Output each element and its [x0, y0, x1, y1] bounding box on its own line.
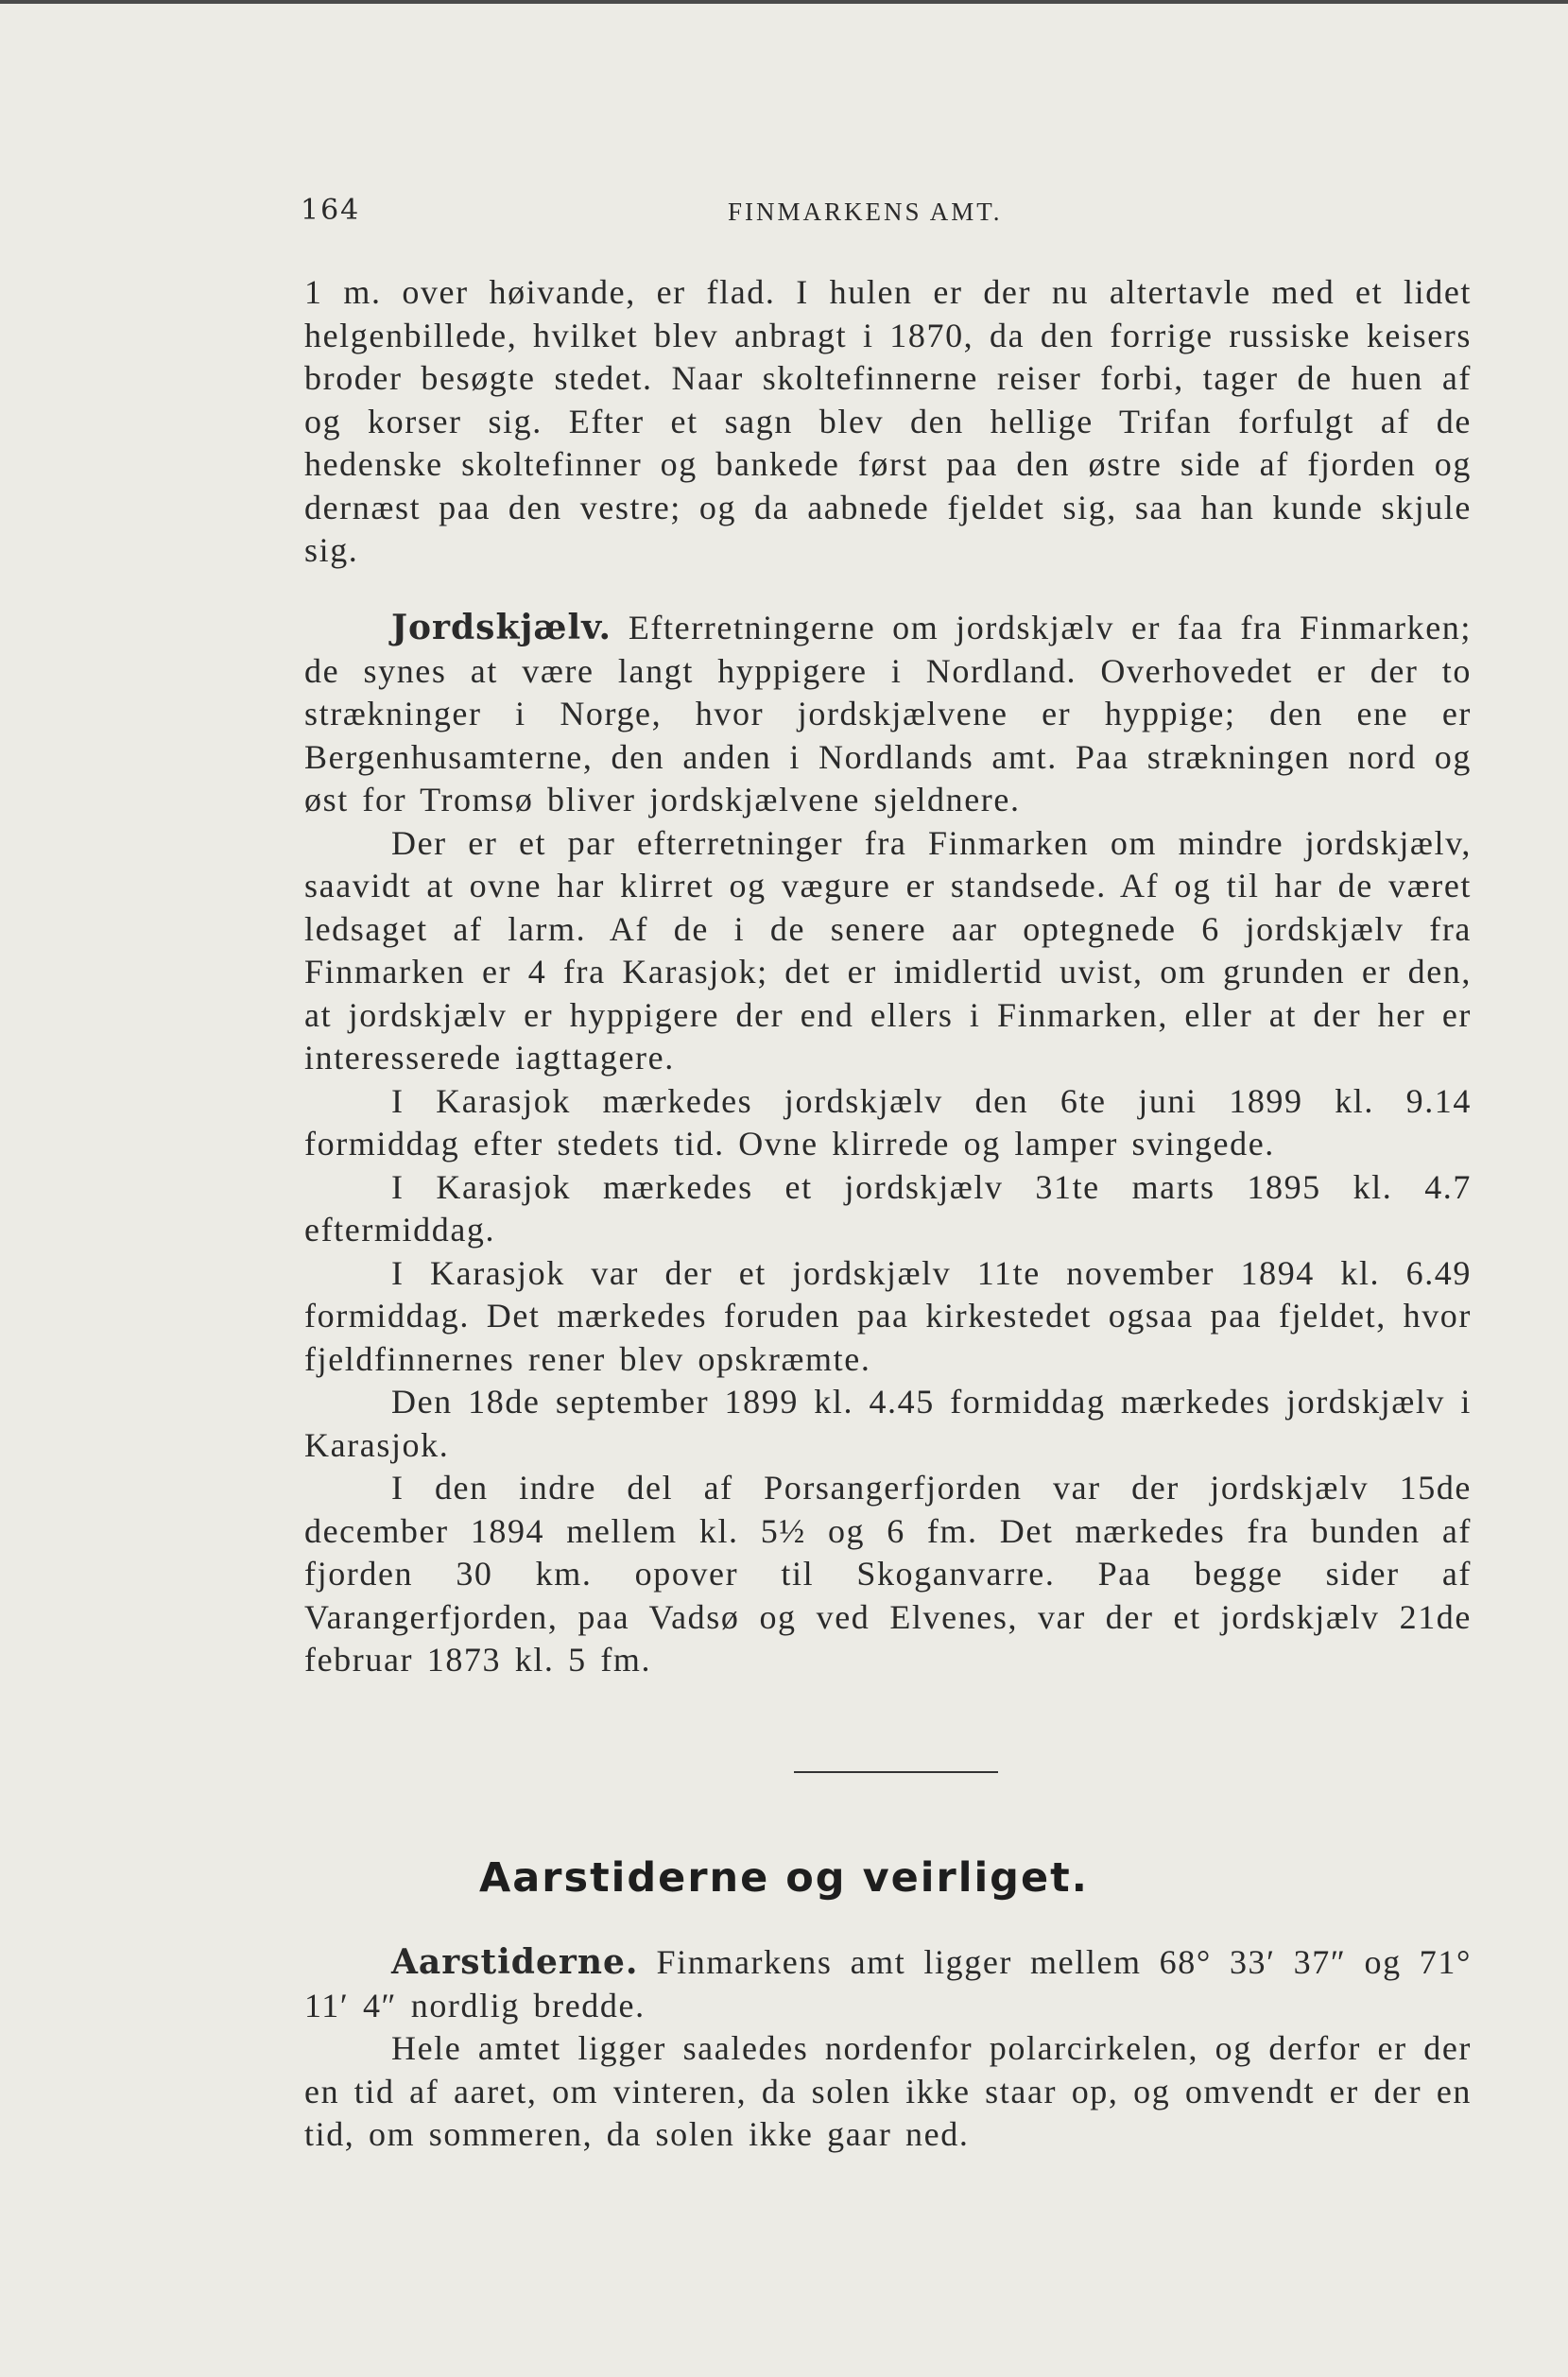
page-number: 164	[301, 194, 361, 227]
paragraph-karasjok-1895: I Karasjok mærkedes et jordskjælv 31te marts 1895 kl. 4.7 eftermiddag.	[304, 1167, 1472, 1249]
paragraph-aarstiderne-intro	[304, 1941, 1472, 2027]
text-block-hulen	[304, 271, 1472, 573]
paragraph-polarcirkelen: Hele amtet ligger saaledes nordenfor polarcirkelen, og derfor er der en tid af aaret, om vinteren, da solen ikke staar op, og omvendt er der en tid, om sommeren, da solen ikke gaar ned.	[304, 2029, 1472, 2153]
section-title: Aarstiderne og veirliget.	[478, 1854, 1090, 1902]
running-head: FINMARKENS AMT.	[728, 198, 1003, 226]
paragraph-jordskjaelv-text: Efterretningerne om jordskjælv er faa fra Finmarken; de synes at være langt hyppigere i Nordland. Overhovedet er der to strækninger i Norge, hvor jordskjælvene er hyppige; den ene er Bergenhusamterne, den anden i Nordlands amt. Paa strækningen nord og øst for Tromsø bliver jordskjælvene sjeldnere.	[304, 609, 1472, 818]
paragraph-porsanger-varanger: I den indre del af Porsangerfjorden var der jordskjælv 15de december 1894 mellem kl. 5½ og 6 fm. Det mærkedes fra bunden af fjorden 30 km. opover til Skoganvarre. Paa begge sider af Varangerfjorden, paa Vadsø og ved Elvenes, var der et jordskjælv 21de februar 1873 kl. 5 fm.	[304, 1469, 1472, 1679]
paragraph-karasjok-1894: I Karasjok var der et jordskjælv 11te november 1894 kl. 6.49 formiddag. Det mærkedes foruden paa kirkestedet ogsaa paa fjeldet, hvor fjeldfinnernes rener blev opskræmte.	[304, 1253, 1472, 1378]
page-header	[0, 194, 1568, 232]
text-block-aarstiderne	[304, 1941, 1472, 2157]
lead-jordskjaelv: Jordskjælv.	[391, 608, 612, 647]
lead-aarstiderne: Aarstiderne.	[391, 1942, 639, 1982]
paragraph-jordskjaelv-intro	[304, 607, 1472, 822]
paragraph-finmarken-reports: Der er et par efterretninger fra Finmarken om mindre jordskjælv, saavidt at ovne har klirret og vægure er standsede. Af og til har de været ledsaget af larm. Af de i de senere aar optegnede 6 jordskjælv fra Finmarken er 4 fra Karasjok; det er imidlertid uvist, om grunden er den, at jordskjælv er hyppigere der end ellers i Finmarken, eller at der her er interesserede iagttagere.	[304, 823, 1472, 1077]
paragraph-karasjok-1899-june: I Karasjok mærkedes jordskjælv den 6te juni 1899 kl. 9.14 formiddag efter stedets tid. Ovne klirrede og lamper svingede.	[304, 1081, 1472, 1163]
section-divider	[794, 1771, 998, 1773]
text-block-jordskjaelv	[304, 607, 1472, 1682]
scan-edge	[0, 0, 1568, 4]
paragraph-hulen: 1 m. over høivande, er flad. I hulen er der nu altertavle med et lidet helgenbillede, hvilket blev anbragt i 1870, da den forrige russiske keisers broder besøgte stedet. Naar skoltefinnerne reiser forbi, tager de huen af og korser sig. Efter et sagn blev den hellige Trifan forfulgt af de hedenske skoltefinner og bankede først paa den østre side af fjorden og dernæst paa den vestre; og da aabnede fjeldet sig, saa han kunde skjule sig.	[304, 273, 1472, 569]
paragraph-aarstiderne-text: Finmarkens amt ligger mellem 68° 33′ 37″ og 71° 11′ 4″ nordlig bredde.	[304, 1943, 1472, 2024]
paragraph-karasjok-1899-sept: Den 18de september 1899 kl. 4.45 formiddag mærkedes jordskjælv i Karasjok.	[304, 1383, 1472, 1464]
